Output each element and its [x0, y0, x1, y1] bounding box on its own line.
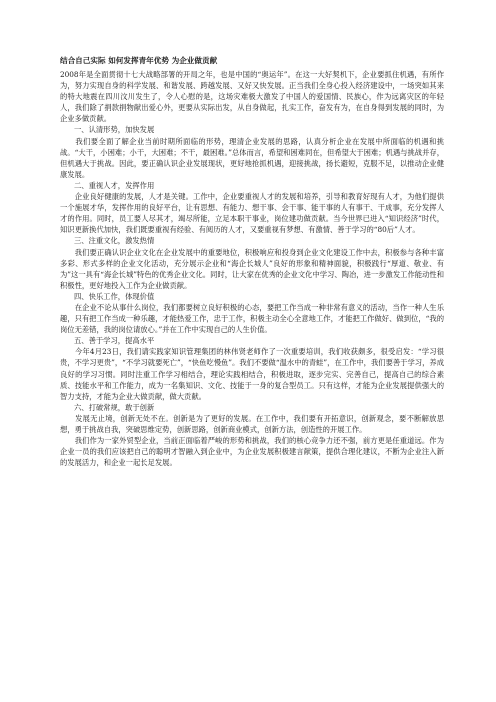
- section-heading-2: 二、重视人才，发挥作用: [74, 180, 155, 190]
- section-heading-1: 一、认清形势，加快发展: [74, 125, 155, 135]
- section-6-paragraph: 发展无止境，创新无处不在。创新是为了更好的发展。在工作中，我们要有开拓意识，创新观念，要不断解放思想，勇于挑战自我，突破思维定势，创新思路，创新商业模式，创新方法，创造性的开展工作。: [60, 413, 444, 434]
- section-heading-4: 四、快乐工作，体现价值: [74, 291, 155, 301]
- section-heading-5: 五、善于学习，提高水平: [74, 336, 155, 346]
- section-heading-3: 三、注重文化，激发热情: [74, 236, 155, 246]
- section-heading-6: 六、打破常规，敢于创新: [74, 402, 155, 412]
- intro-paragraph: 2008年是全面贯彻十七大战略部署的开局之年，也是中国的“奥运年”。在这一大好契机下，企业要抓住机遇，有所作为，努力实现自身的科学发展、和谐发展、跨越发展、又好又快发展。正当我们全身心投入经济建设中，一场突如其来的特大地震在四川汶川发生了，令人心慰的是，这场灾难极大激发了中国人的爱国情、民族心，作为远离灾区的年轻人，我们除了捐款捐物献出爱心外，更要从实际出发，从自身做起，扎实工作，奋发有为，在自身得到发展的同时，为企业多做贡献。: [60, 70, 444, 124]
- section-4-paragraph: 在企业不论从事什么岗位，我们都要树立良好积极的心态，要把工作当成一种非常有意义的活动，当作一种人生乐趣，只有把工作当成一种乐趣，才能热爱工作，忠于工作，积极主动全心全意地工作，才能把工作做好、做到位，“我的岗位无差错，我的岗位请放心。”并在工作中实现自己的人生价值。: [60, 302, 444, 335]
- closing-paragraph: 我们作为一家外贸型企业，当前正面临着严峻的形势和挑战，我们的核心竞争力还不强，前方更是任重道远。作为企业一员的我们应该把自己的聪明才智融入到企业中，为企业发展积极建言献策，提供合理化建议，不断为企业注入新的发展活力，和企业一起长足发展。: [60, 436, 444, 468]
- section-1-paragraph: 我们要全面了解企业当前时期所面临的形势，理清企业发展的思路，认真分析企业在发展中所面临的机遇和挑战。“大干，小困难；小干，大困难；不干，最困难。”总体而言，希望和困难同在，但希望大于困难；机遇与挑战并存，但机遇大于挑战。因此，要正确认识企业发展现状，更好地抢抓机遇，迎接挑战，扬长避短，克服不足，以推动企业健康发展。: [60, 136, 444, 179]
- section-2-paragraph: 企业良好健康的发展，人才是关键。工作中，企业要重视人才的发展和培养，引导和教育好现有人才，为他们提供一个施展才华，发挥作用的良好平台，让有思想、有能力、想干事、会干事、能干事的人有事干、干成事，充分发挥人才的作用。同时，员工要人尽其才，竭尽所能，立足本职干事业，岗位建功做贡献。当今世界已进入“知识经济”时代，知识更新换代加快，我们既要重视有经验、有阅历的人才，又要重视有梦想、有激情、善于学习的“80后”人才。: [60, 192, 444, 235]
- document-title: 结合自己实际 如何发挥青年优势 为企业做贡献: [60, 56, 218, 65]
- document-page: [60, 55, 444, 468]
- section-5-paragraph: 今年4月23日，我们请实践家知识管理集团的林伟贤老师作了一次重要培训，我们收获颇多，很受启发：“学习很贵，不学习更贵”，“不学习就要死亡”，“快鱼吃慢鱼”。我们不要做“温水中的青蛙”，在工作中，我们要善于学习，养成良好的学习习惯。同时注重工作学习相结合，理论实践相结合，积极进取，逐步完实、完善自己，提高自己的综合素质、技能水平和工作能力，成为一名集知识、文化、技能于一身的复合型员工。只有这样，才能为企业发展提供强大的智力支持，才能为企业大做贡献，做大贡献。: [60, 347, 444, 401]
- section-3-paragraph: 我们要正确认识企业文化在企业发展中的重要地位，积极响应和投身到企业文化建设工作中去，积极参与各种丰富多彩、形式多样的企业文化活动，充分展示企业和“海企长城人”良好的形象和精神面貌，积极践行“厚道、敬业、有为”这一具有“海企长城”特色的优秀企业文化。同时，让大家在优秀的企业文化中学习、陶冶，进一步激发工作能动性和积极性，更好地投入工作为企业做贡献。: [60, 247, 444, 290]
